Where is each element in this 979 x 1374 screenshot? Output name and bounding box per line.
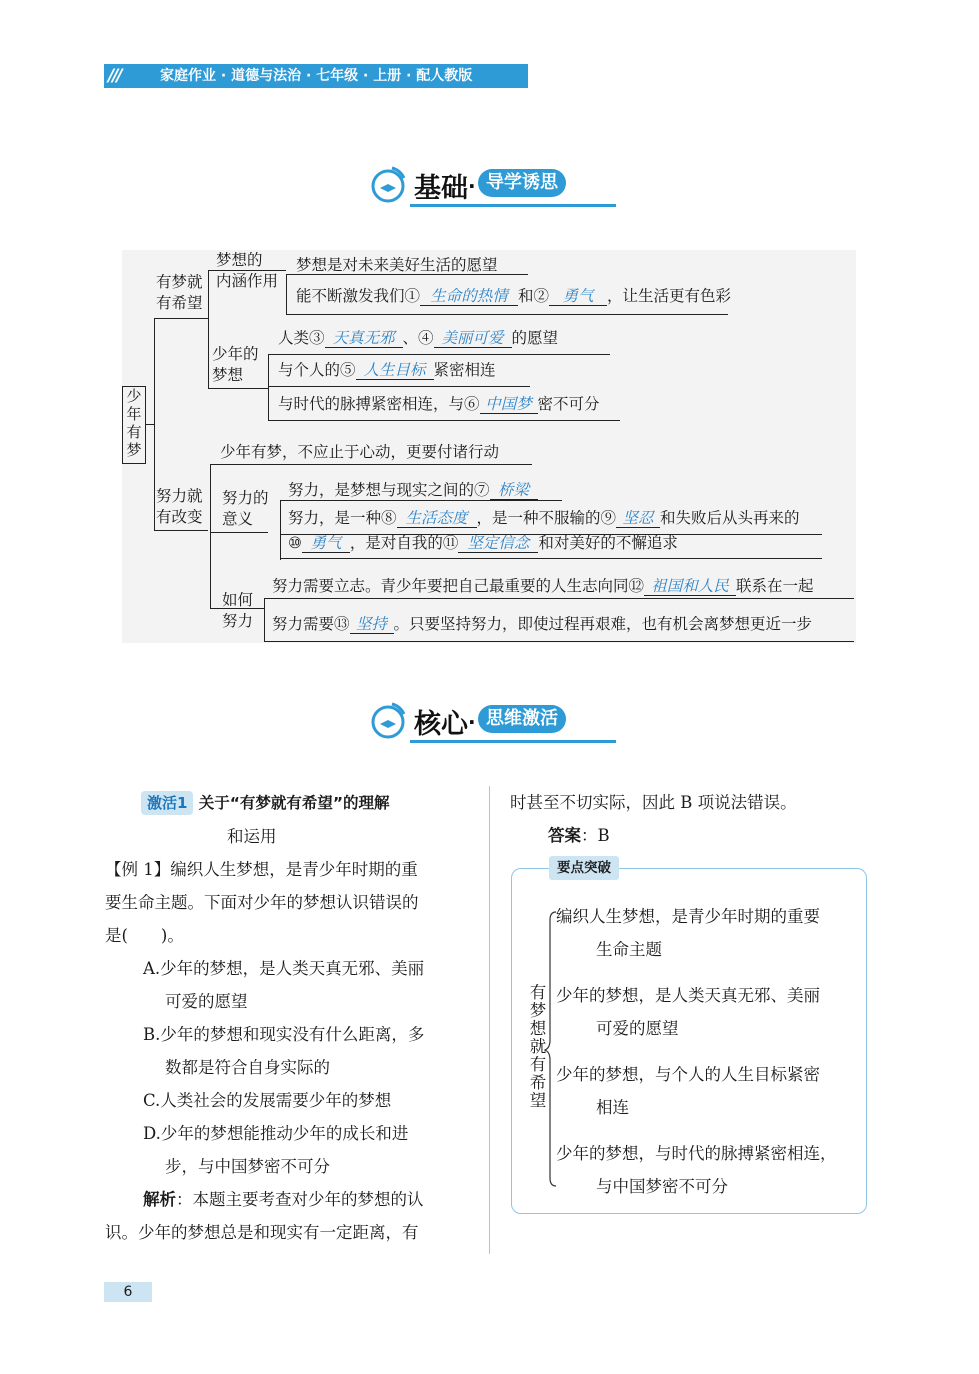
question-line: 【例 1】编织人生梦想，是青少年时期的重 bbox=[105, 860, 418, 879]
key-point-cont: 与中国梦密不可分 bbox=[596, 1177, 728, 1196]
branch-effort-change: 努力就 有改变 bbox=[156, 487, 203, 526]
knowledge-mind-map bbox=[122, 250, 856, 643]
key-points-list bbox=[556, 900, 862, 1203]
key-point: 编织人生梦想，是青少年时期的重要 bbox=[556, 907, 820, 926]
analysis-line-cont: 识。少年的梦想总是和现实有一定距离，有 bbox=[105, 1223, 419, 1242]
option-c: C.人类社会的发展需要少年的梦想 bbox=[143, 1091, 392, 1110]
item-dream-definition: 梦想是对未来美好生活的愿望 bbox=[296, 256, 498, 274]
branch-dream-hope: 有梦就 有希望 bbox=[156, 273, 203, 312]
key-points-tab: 要点突破 bbox=[549, 856, 619, 880]
key-point: 少年的梦想，与时代的脉搏紧密相连， bbox=[556, 1144, 837, 1163]
section-dot: · bbox=[468, 710, 476, 734]
section-title-core bbox=[370, 696, 630, 746]
item-effort-bridge: 努力，是梦想与现实之间的⑦ 桥梁 bbox=[288, 480, 538, 501]
option-d: D.少年的梦想能推动少年的成长和进 bbox=[143, 1124, 409, 1143]
item-youth-dream-era: 与时代的脉搏紧密相连，与⑥ 中国梦 密不可分 bbox=[278, 395, 600, 413]
item-effort-ambition: 努力需要立志。青少年要把自己最重要的人生志向同⑫ 祖国和人民 联系在一起 bbox=[272, 577, 814, 595]
key-root-label: 有 梦 想 就 有 希 望 bbox=[529, 983, 547, 1110]
section-underline bbox=[410, 204, 616, 207]
section-sub-label: 思维激活 bbox=[478, 705, 566, 733]
header-title: 家庭作业 · 道德与法治 · 七年级 · 上册 · 配人教版 bbox=[160, 68, 473, 84]
column-divider bbox=[489, 786, 490, 1254]
key-point: 少年的梦想，与个人的人生目标紧密 bbox=[556, 1065, 820, 1084]
activity-heading-cont: 和运用 bbox=[227, 827, 277, 846]
section-sub-label: 导学诱思 bbox=[478, 169, 566, 197]
option-b-cont: 数都是符合自身实际的 bbox=[165, 1058, 330, 1077]
section-dot: · bbox=[468, 174, 476, 198]
activity-heading: 激活1 关于“有梦就有希望”的理解 bbox=[105, 786, 471, 820]
node-how-effort: 如何 努力 bbox=[222, 591, 254, 630]
option-a-cont: 可爱的愿望 bbox=[165, 992, 248, 1011]
node-youth-dream: 少年的 梦想 bbox=[212, 345, 259, 384]
section-title-basics bbox=[370, 160, 630, 210]
section-main-label: 核心 bbox=[414, 709, 468, 740]
item-youth-dream-wish: 人类③ 天真无邪 、④ 美丽可爱 的愿望 bbox=[278, 329, 559, 347]
analysis-line: 解析：本题主要考查对少年的梦想的认 bbox=[143, 1190, 424, 1209]
item-dream-inspire: 能不断激发我们① 生命的热情 和② 勇气 ，让生活更有色彩 bbox=[296, 287, 732, 305]
item-effort-action: 少年有梦，不应止于心动，更要付诸行动 bbox=[220, 443, 500, 461]
option-d-cont: 步，与中国梦密不可分 bbox=[165, 1157, 330, 1176]
key-point-cont: 可爱的愿望 bbox=[596, 1019, 679, 1038]
option-b: B.少年的梦想和现实没有什么距离，多 bbox=[143, 1025, 425, 1044]
section-underline bbox=[410, 740, 616, 743]
answer-line: 答案：B bbox=[548, 826, 610, 845]
key-point-cont: 相连 bbox=[596, 1098, 629, 1117]
example-question-column bbox=[105, 786, 471, 1249]
header-slashes: /// bbox=[108, 66, 121, 86]
item-effort-attitude: 努力，是一种⑧ 生活态度 ，是一种不服输的⑨ 坚忍 和失败后从头再来的 bbox=[288, 509, 800, 527]
book-logo-icon bbox=[370, 700, 410, 740]
page-number: 6 bbox=[104, 1282, 152, 1302]
analysis-cont: 时甚至不切实际，因此 B 项说法错误。 bbox=[510, 793, 797, 812]
activity-badge: 激活1 bbox=[141, 791, 193, 815]
item-youth-dream-goal: 与个人的⑤ 人生目标 紧密相连 bbox=[278, 361, 496, 379]
node-dream-meaning: 梦想的 内涵作用 bbox=[216, 251, 279, 290]
option-a: A.少年的梦想，是人类天真无邪、美丽 bbox=[143, 959, 425, 978]
section-main-label: 基础 bbox=[414, 173, 468, 204]
item-effort-persist: 努力需要⑬ 坚持 。只要坚持努力，即使过程再艰难，也有机会离梦想更近一步 bbox=[272, 615, 813, 633]
item-effort-courage: ⑩ 勇气 ，是对自我的⑪ 坚定信念 和对美好的不懈追求 bbox=[288, 534, 678, 552]
key-point: 少年的梦想，是人类天真无邪、美丽 bbox=[556, 986, 820, 1005]
key-point-cont: 生命主题 bbox=[596, 940, 662, 959]
answer-column bbox=[510, 786, 870, 852]
question-line: 要生命主题。下面对少年的梦想认识错误的 bbox=[105, 893, 419, 912]
mindmap-root: 少 年 有 梦 bbox=[122, 386, 146, 464]
book-logo-icon bbox=[370, 164, 410, 204]
question-line: 是( )。 bbox=[105, 926, 184, 945]
node-effort-meaning: 努力的 意义 bbox=[222, 489, 269, 528]
